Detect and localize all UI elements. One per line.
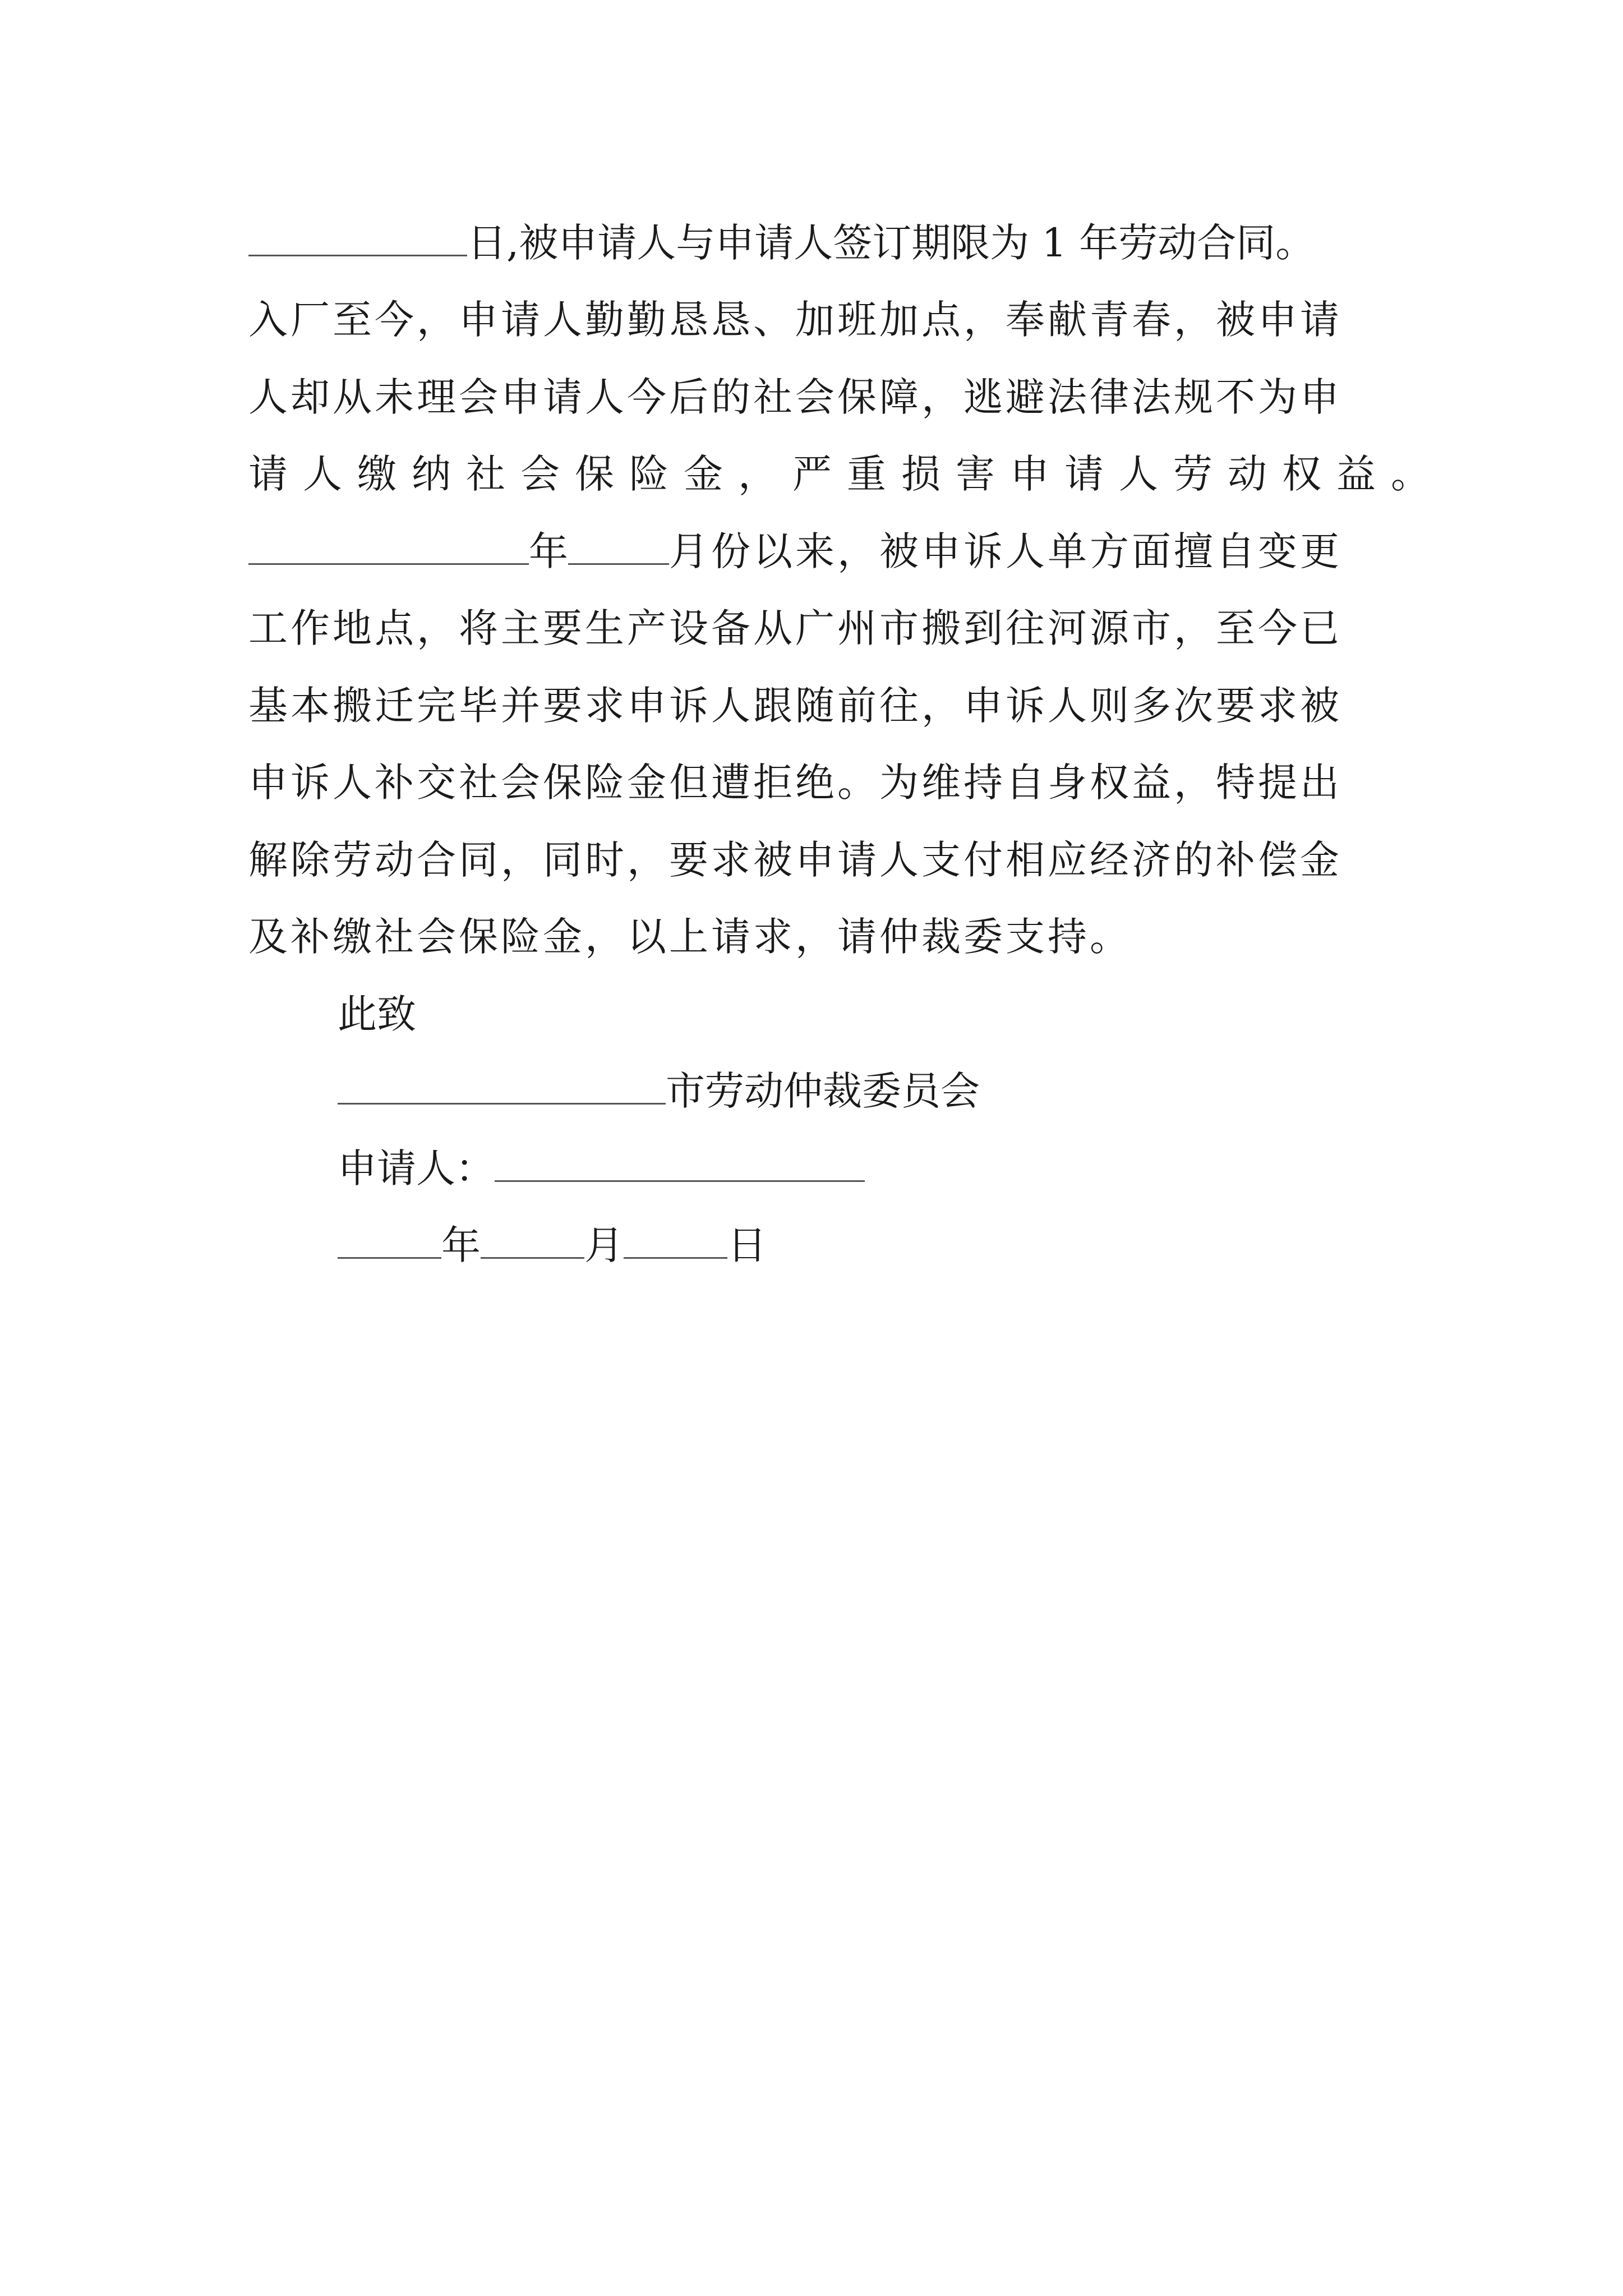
date-line xyxy=(338,1220,767,1271)
recipient-line xyxy=(338,1066,980,1116)
paragraph-line-2: 入厂至今，申请人勤勤恳恳、加班加点，奉献青春，被申请 xyxy=(248,297,1342,343)
paragraph-line-1 xyxy=(248,218,1376,268)
paragraph-line-8: 申诉人补交社会保险金但遭拒绝。为维持自身权益，特提出 xyxy=(248,760,1342,806)
date-day-blank xyxy=(624,1222,727,1259)
recipient-suffix: 市劳动仲裁委员会 xyxy=(666,1068,980,1114)
line-text: 日,被申请人与申请人签订期限为 1 年劳动合同。 xyxy=(467,220,1315,266)
date-year-blank xyxy=(338,1222,441,1259)
applicant-blank xyxy=(495,1145,865,1182)
paragraph-line-9: 解除劳动合同，同时，要求被申请人支付相应经济的补偿金 xyxy=(248,837,1342,883)
applicant-line xyxy=(338,1143,865,1194)
month-blank xyxy=(568,528,669,565)
date-month-label: 月 xyxy=(584,1222,624,1268)
applicant-label: 申请人： xyxy=(338,1145,495,1191)
paragraph-line-5 xyxy=(248,526,1342,577)
line-text: 月份以来，被申诉人单方面擅自变更 xyxy=(669,528,1342,574)
paragraph-line-4: 请人缴纳社会保险金，严重损害申请人劳动权益。 xyxy=(248,451,1445,497)
date-year-label: 年 xyxy=(441,1222,481,1268)
closing-text: 此致 xyxy=(338,991,416,1037)
city-blank xyxy=(338,1068,666,1105)
date-day-label: 日 xyxy=(727,1222,767,1268)
paragraph-line-3: 人却从未理会申请人今后的社会保障，逃避法律法规不为申 xyxy=(248,374,1342,420)
paragraph-line-6: 工作地点，将主要生产设备从广州市搬到往河源市，至今已 xyxy=(248,605,1342,651)
year-blank xyxy=(248,528,529,565)
date-month-blank xyxy=(481,1222,584,1259)
paragraph-line-7: 基本搬迁完毕并要求申诉人跟随前往，申诉人则多次要求被 xyxy=(248,683,1342,729)
year-label: 年 xyxy=(529,528,568,574)
date-blank xyxy=(248,220,467,256)
paragraph-line-10: 及补缴社会保险金，以上请求，请仲裁委支持。 xyxy=(248,914,1132,960)
